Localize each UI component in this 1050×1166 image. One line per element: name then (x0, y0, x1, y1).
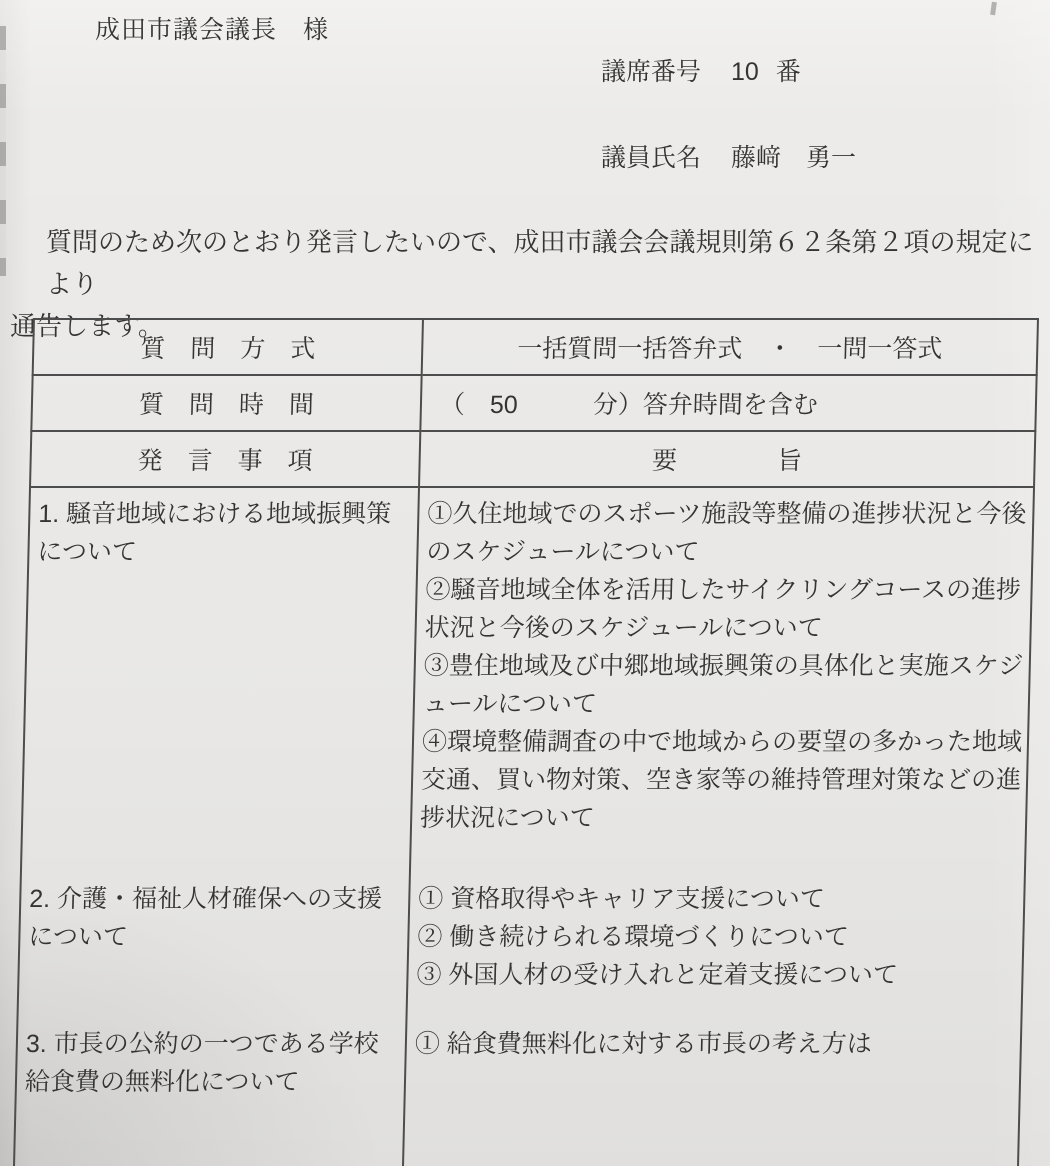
point-line: ① 資格取得やキャリア支援について (417, 885, 826, 913)
question-format-label: 質 問 方 式 (33, 319, 423, 375)
topic-points-cell (397, 1018, 1022, 1166)
table-header-rows (30, 319, 1038, 487)
row-topics-header (30, 431, 1035, 487)
topic-row (21, 487, 1034, 873)
scan-mark-artifact (990, 2, 997, 16)
point-line: ③ 外国人材の受け入れと定着支援について (416, 961, 899, 989)
point-line: ② 働き続けられる環境づくりについて (417, 923, 850, 951)
row-question-format (33, 319, 1038, 375)
point-line: ③豊住地域及び中郷地域振興策の具体化と実施スケジュールについて (422, 652, 1024, 718)
topic-row (8, 1018, 1022, 1166)
topic-points-cell (410, 487, 1034, 873)
member-name-value: 藤﨑 勇一 (731, 144, 857, 172)
member-name-line (601, 138, 856, 174)
seat-number-line (601, 52, 801, 88)
member-name-label: 議員氏名 (601, 144, 702, 172)
topic-row (18, 873, 1025, 1018)
seat-number-unit: 番 (775, 58, 801, 86)
summary-label: 要 旨 (419, 431, 1035, 487)
speech-items-label: 発 言 事 項 (30, 431, 420, 487)
row-question-time (31, 375, 1036, 431)
seat-number-value: 10 (731, 58, 759, 86)
question-notice-table (7, 318, 1039, 1166)
recipient-line: 成田市議会議長 様 (95, 16, 330, 44)
scan-edge-artifact (0, 26, 6, 276)
notice-line-2: 通告します。 (10, 311, 164, 341)
topic-title-cell: 3. 市長の公約の一つである学校給食費の無料化について (8, 1018, 407, 1166)
seat-number-label: 議席番号 (601, 58, 702, 86)
point-line: ④環境整備調査の中で地域からの要望の多かった地域交通、買い物対策、空き家等の維持管理対策などの進捗状況について (419, 728, 1023, 832)
topic-title-cell: 1. 騒音地域における地域振興策について (21, 487, 419, 873)
question-format-value: 一括質問一括答弁式 ・ 一問一答式 (422, 319, 1038, 375)
question-time-label: 質 問 時 間 (31, 375, 421, 431)
topic-points-cell (407, 873, 1025, 1018)
topics-body (8, 487, 1034, 1166)
point-line: ①久住地域でのスポーツ施設等整備の進捗状況と今後のスケジュールについて (426, 500, 1027, 566)
notice-line-1: 質問のため次のとおり発言したいので、成田市議会会議規則第６２条第２項の規定により (46, 227, 1034, 299)
topic-title-cell: 2. 介護・福祉人材確保への支援について (18, 873, 410, 1018)
point-line: ① 給食費無料化に対する市長の考え方は (414, 1030, 873, 1058)
point-line: ②騒音地域全体を活用したサイクリングコースの進捗状況と今後のスケジュールについて (424, 576, 1022, 642)
question-time-value: （ 50 分）答弁時間を含む (420, 375, 1036, 431)
